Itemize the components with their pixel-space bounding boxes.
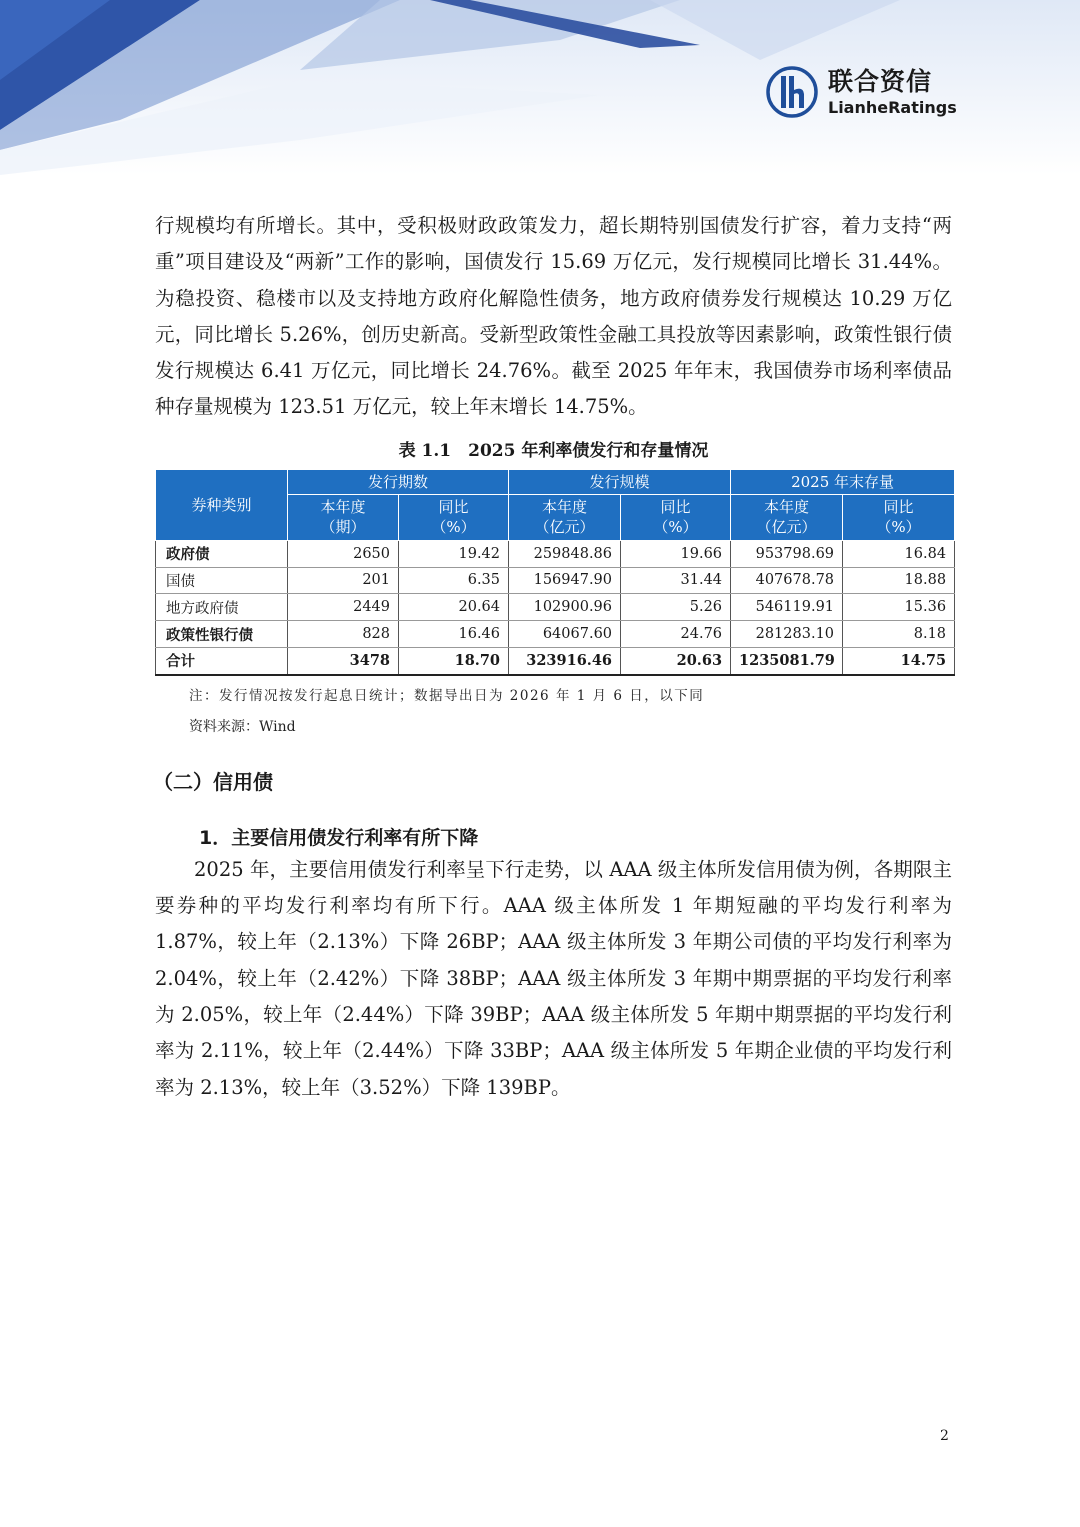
value-cell: 156947.90 bbox=[509, 567, 621, 594]
subheader: 同比 （%） bbox=[399, 494, 509, 540]
value-cell: 18.70 bbox=[399, 647, 509, 674]
table-total-row bbox=[156, 647, 955, 674]
lianhe-logo-icon bbox=[766, 66, 818, 118]
subheader: 同比 （%） bbox=[621, 494, 731, 540]
company-logo bbox=[766, 66, 957, 118]
table-note: 注：发行情况按发行起息日统计；数据导出日为 2026 年 1 月 6 日，以下同 bbox=[189, 687, 705, 704]
subheader: 本年度 （亿元） bbox=[509, 494, 621, 540]
value-cell: 281283.10 bbox=[731, 621, 843, 648]
value-cell: 1235081.79 bbox=[731, 647, 843, 674]
value-cell: 18.88 bbox=[843, 567, 955, 594]
table-row bbox=[156, 567, 955, 594]
value-cell: 8.18 bbox=[843, 621, 955, 648]
rate-bond-table bbox=[155, 469, 955, 676]
value-cell: 20.64 bbox=[399, 594, 509, 621]
value-cell: 15.36 bbox=[843, 594, 955, 621]
table-row bbox=[156, 540, 955, 567]
category-cell: 政府债 bbox=[156, 540, 288, 567]
group-header: 2025 年末存量 bbox=[731, 469, 955, 494]
value-cell: 31.44 bbox=[621, 567, 731, 594]
value-cell: 2650 bbox=[288, 540, 399, 567]
value-cell: 5.26 bbox=[621, 594, 731, 621]
subheader: 同比 （%） bbox=[843, 494, 955, 540]
logo-chinese-name: 联合资信 bbox=[828, 66, 933, 96]
group-header: 发行期数 bbox=[288, 469, 509, 494]
category-cell: 国债 bbox=[156, 567, 288, 594]
category-cell: 地方政府债 bbox=[156, 594, 288, 621]
value-cell: 64067.60 bbox=[509, 621, 621, 648]
value-cell: 16.84 bbox=[843, 540, 955, 567]
table-source: 资料来源：Wind bbox=[189, 718, 296, 735]
table-caption: 表 1.1 2025 年利率债发行和存量情况 bbox=[398, 440, 709, 461]
subsection-title: 1．主要信用债发行利率有所下降 bbox=[199, 826, 479, 849]
logo-english-name: LianheRatings bbox=[828, 97, 957, 117]
value-cell: 16.46 bbox=[399, 621, 509, 648]
value-cell: 102900.96 bbox=[509, 594, 621, 621]
category-cell: 合计 bbox=[156, 647, 288, 674]
group-header: 发行规模 bbox=[509, 469, 731, 494]
value-cell: 19.66 bbox=[621, 540, 731, 567]
value-cell: 259848.86 bbox=[509, 540, 621, 567]
value-cell: 953798.69 bbox=[731, 540, 843, 567]
table-row bbox=[156, 594, 955, 621]
value-cell: 6.35 bbox=[399, 567, 509, 594]
value-cell: 19.42 bbox=[399, 540, 509, 567]
page-number: 2 bbox=[940, 1428, 949, 1444]
table-row bbox=[156, 621, 955, 648]
category-cell: 政策性银行债 bbox=[156, 621, 288, 648]
subheader: 本年度 （亿元） bbox=[731, 494, 843, 540]
credit-paragraph: 2025 年，主要信用债发行利率呈下行走势，以 AAA 级主体所发信用债为例，各期限主要券种的平均发行利率均有所下行。AAA 级主体所发 1 年期短融的平均发行利率为 1.87%，较上年（2.13%）下降 26BP；AAA 级主体所发 3 年期公司债的平均发行利率为 2.04%，较上年（2.42%）下降 38BP；AAA 级主体所发 3 年期中期票据的平均发行利率为 2.05%，较上年（2.44%）下降 39BP；AAA 级主体所发 5 年期中期票据的平均发行利率为 2.11%，较上年（2.44%）下降 33BP；AAA 级主体所发 5 年期企业债的平均发行利率为 2.13%，较上年（3.52%）下降 139BP。 bbox=[155, 857, 952, 1099]
value-cell: 2449 bbox=[288, 594, 399, 621]
value-cell: 3478 bbox=[288, 647, 399, 674]
subheader: 本年度 （期） bbox=[288, 494, 399, 540]
value-cell: 323916.46 bbox=[509, 647, 621, 674]
intro-paragraph: 行规模均有所增长。其中，受积极财政政策发力，超长期特别国债发行扩容，着力支持“两重”项目建设及“两新”工作的影响，国债发行 15.69 万亿元，发行规模同比增长 31.44%。为稳投资、稳楼市以及支持地方政府化解隐性债务，地方政府债券发行规模达 10.29 万亿元，同比增长 5.26%，创历史新高。受新型政策性金融工具投放等因素影响，政策性银行债发行规模达 6.41 万亿元，同比增长 24.76%。截至 2025 年年末，我国债券市场利率债品种存量规模为 123.51 万亿元，较上年末增长 14.75%。 bbox=[155, 214, 952, 419]
section-title: （二）信用债 bbox=[153, 769, 273, 794]
value-cell: 20.63 bbox=[621, 647, 731, 674]
value-cell: 828 bbox=[288, 621, 399, 648]
value-cell: 201 bbox=[288, 567, 399, 594]
value-cell: 546119.91 bbox=[731, 594, 843, 621]
value-cell: 24.76 bbox=[621, 621, 731, 648]
value-cell: 407678.78 bbox=[731, 567, 843, 594]
value-cell: 14.75 bbox=[843, 647, 955, 674]
page-content bbox=[155, 208, 952, 1106]
category-header: 券种类别 bbox=[156, 469, 288, 540]
